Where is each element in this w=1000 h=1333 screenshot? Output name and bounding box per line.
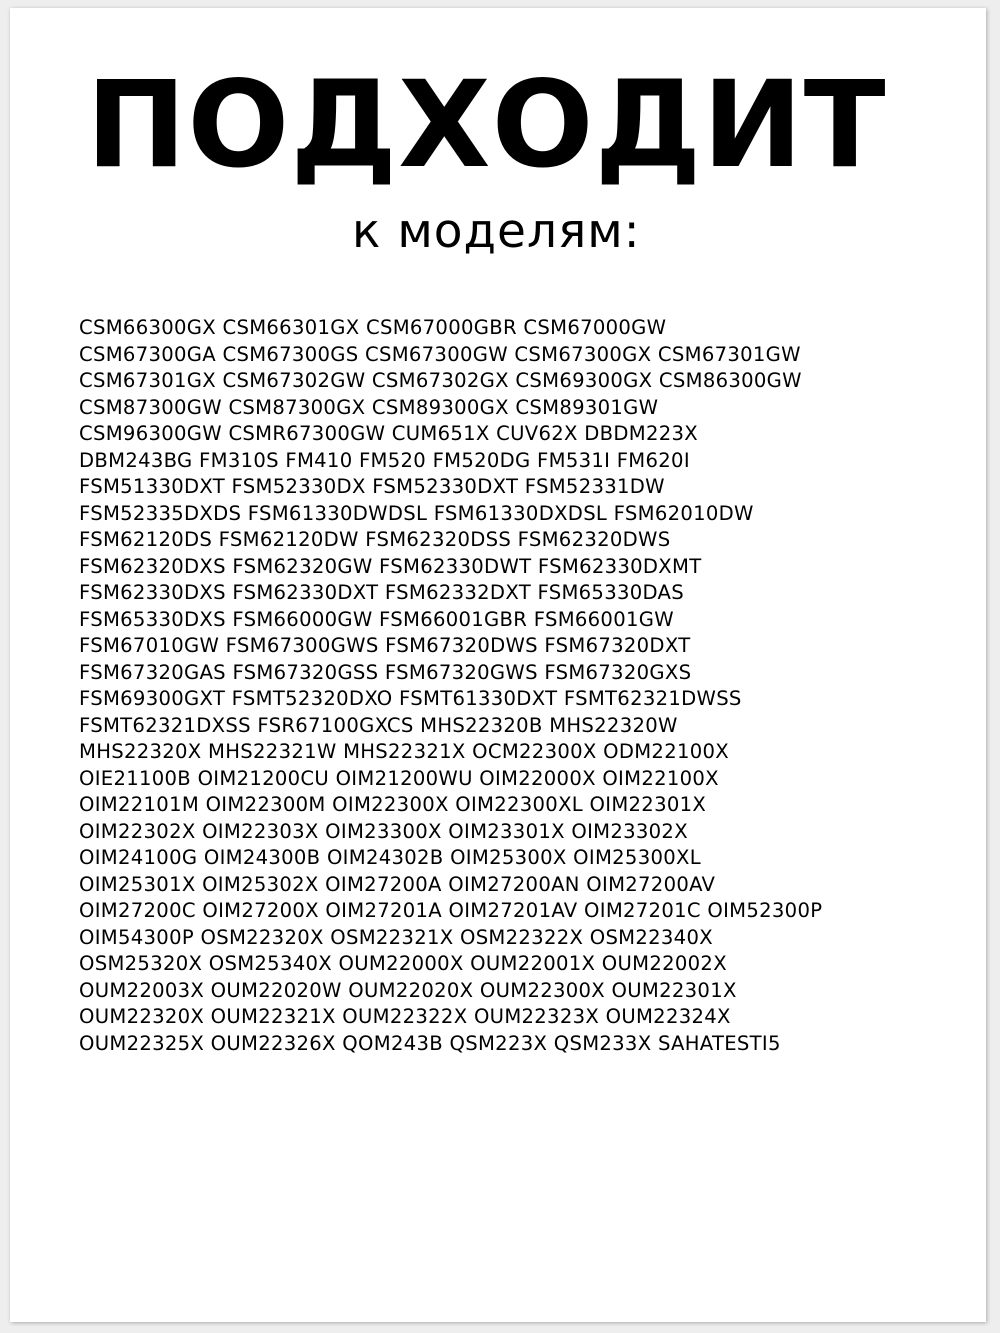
model-list-line: OUM22320X OUM22321X OUM22322X OUM22323X OUM22324X (79, 1005, 731, 1028)
model-list-line: MHS22320X MHS22321W MHS22321X OCM22300X ODM22100X (79, 740, 729, 763)
model-list-line: OSM25320X OSM25340X OUM22000X OUM22001X OUM22002X (79, 952, 727, 975)
model-list-line: FSM67010GW FSM67300GWS FSM67320DWS FSM67320DXT (79, 634, 691, 657)
model-list-line: CSM96300GW CSMR67300GW CUM651X CUV62X DBDM223X (79, 422, 699, 445)
model-list-line: OIM54300P OSM22320X OSM22321X OSM22322X OSM22340X (79, 925, 713, 949)
model-list-line: FSM51330DXT FSM52330DX FSM52330DXT FSM52331DW (79, 475, 665, 498)
model-list-line: OIE21100B OIM21200CU OIM21200WU OIM22000X OIM22100X (79, 766, 719, 790)
model-list-line: OIM27200C OIM27200X OIM27201A OIM27201AV OIM27201C OIM52300P (79, 899, 823, 922)
model-list-line: FSM65330DXS FSM66000GW FSM66001GBR FSM66001GW (79, 607, 674, 631)
model-list-line: FSM52335DXDS FSM61330DWDSL FSM61330DXDSL FSM62010DW (79, 501, 754, 525)
model-list-line: CSM67300GA CSM67300GS CSM67300GW CSM67300GX CSM67301GW (79, 342, 801, 366)
model-list-line: FSM69300GXT FSMT52320DXO FSMT61330DXT FSMT62321DWSS (79, 687, 742, 710)
model-list-line: OIM25301X OIM25302X OIM27200A OIM27200AN OIM27200AV (79, 872, 716, 896)
model-list-line: OIM24100G OIM24300B OIM24302B OIM25300X OIM25300XL (79, 846, 701, 869)
model-list-line: CSM67301GX CSM67302GW CSM67302GX CSM69300GX CSM86300GW (79, 369, 802, 392)
model-list-line: FSM62320DXS FSM62320GW FSM62330DWT FSM62330DXMT (79, 554, 702, 578)
model-list-line: OIM22101M OIM22300M OIM22300X OIM22300XL OIM22301X (79, 793, 707, 816)
model-list-line: OUM22003X OUM22020W OUM22020X OUM22300X OUM22301X (79, 978, 737, 1002)
page-subtitle: к моделям: (352, 204, 641, 259)
model-list-line: DBM243BG FM310S FM410 FM520 FM520DG FM531I FM620I (79, 448, 690, 472)
page-title: ПОДХОДИТ (86, 56, 887, 195)
model-list-line: OIM22302X OIM22303X OIM23300X OIM23301X OIM23302X (79, 819, 688, 843)
model-list (79, 315, 979, 1057)
page-card (10, 8, 986, 1322)
model-list-line: OUM22325X OUM22326X QOM243B QSM223X QSM233X SAHATESTI5 (79, 1031, 781, 1055)
model-list-line: FSM62330DXS FSM62330DXT FSM62332DXT FSM65330DAS (79, 581, 684, 604)
model-list-line: FSM67320GAS FSM67320GSS FSM67320GWS FSM67320GXS (79, 660, 692, 684)
model-list-line: FSMT62321DXSS FSR67100GXCS MHS22320B MHS22320W (79, 713, 678, 737)
model-list-line: CSM66300GX CSM66301GX CSM67000GBR CSM67000GW (79, 316, 667, 339)
model-list-line: CSM87300GW CSM87300GX CSM89300GX CSM89301GW (79, 395, 659, 419)
model-list-line: FSM62120DS FSM62120DW FSM62320DSS FSM62320DWS (79, 528, 671, 551)
